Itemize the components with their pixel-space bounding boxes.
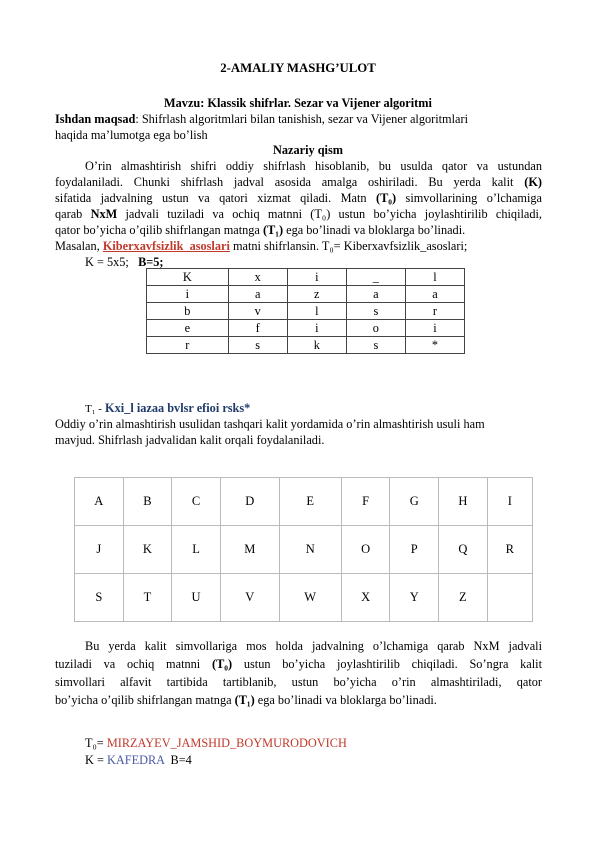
table-cell: W [279, 574, 341, 622]
t1-result-value: Kxi_l iazaa bvlsr efioi rsks* [105, 401, 251, 415]
key-size: K = 5x5; [85, 255, 129, 269]
para3-line-2-rest: ustun bo’yicha joylashtirilib chiqiladi. So’ngra kalit [243, 657, 543, 671]
table-cell: R [487, 526, 532, 574]
nxm-symbol: NxM [90, 207, 118, 221]
table-cell: e [147, 320, 229, 337]
table-cell: V [220, 574, 279, 622]
t1-symbol: (T₁) [262, 223, 284, 237]
table-cell: Y [390, 574, 439, 622]
table-cell: x [228, 269, 287, 286]
table-cell: F [341, 478, 390, 526]
task-b-value: B=4 [170, 753, 192, 767]
para2-line-2: mavjud. Shifrlash jadvalidan kalit orqali foydalaniladi. [55, 433, 325, 447]
table-row [75, 478, 533, 526]
table-cell: O [341, 526, 390, 574]
table-cell: B [123, 478, 172, 526]
table-cell: L [172, 526, 221, 574]
table-cell: Z [439, 574, 488, 622]
task-k-label: K = [85, 753, 104, 767]
task-t0-value: MIRZAYEV_JAMSHID_BOYMURODOVICH [106, 736, 347, 750]
table-cell: b [147, 303, 229, 320]
example-line [55, 239, 467, 254]
purpose-label: Ishdan maqsad [55, 112, 136, 126]
table-row [147, 286, 465, 303]
task-key-line [85, 753, 192, 768]
para1-line-1: O’rin almashtirish shifri oddiy shifrlash hisoblanib, bu usulda qator va ustundan [85, 159, 542, 173]
table-cell: s [346, 303, 405, 320]
table-cell: a [346, 286, 405, 303]
table-cell: s [346, 337, 405, 354]
table-cell: a [228, 286, 287, 303]
table-cell: s [228, 337, 287, 354]
task-t0-line [85, 736, 347, 751]
table-cell: i [405, 320, 464, 337]
table-cell [487, 574, 532, 622]
table-cell: N [279, 526, 341, 574]
table-cell: P [390, 526, 439, 574]
table-cell: A [75, 478, 124, 526]
para3-line-2-pre: tuziladi va ochiq matnni [55, 657, 201, 671]
table-cell: o [346, 320, 405, 337]
para1-line-2-text: foydalaniladi. Chunki shifrlash jadval asosida amalga oshiriladi. Bu yerda kalit [55, 175, 514, 189]
para1-line-4-rest: jadvali tuziladi va ochiq matnni (T₀) ustun bo’yicha joylashtirilib chiqiladi, [125, 207, 542, 221]
example-pre: Masalan, [55, 239, 100, 253]
table-cell: E [279, 478, 341, 526]
para2-line-1: Oddiy o’rin almashtirish usulidan tashqari kalit yordamida o’rin almashtirish usuli ham [55, 417, 485, 431]
para3-line-2 [55, 657, 542, 672]
purpose-line-2: haqida ma’lumotga ega bo’lish [55, 128, 208, 142]
table-cell: k [287, 337, 346, 354]
key-symbol: (K) [524, 175, 542, 189]
para3-line-4-rest: ega bo’linadi va bloklarga bo’linadi. [257, 693, 437, 707]
t0-symbol: (T₀) [211, 657, 233, 671]
t0-symbol: (T₀) [376, 191, 397, 205]
table-cell: i [147, 286, 229, 303]
table-cell: r [147, 337, 229, 354]
table-cell: l [287, 303, 346, 320]
para1-line-3-rest: simvollarining o’lchamiga [405, 191, 543, 205]
para1-line-5 [55, 223, 465, 238]
para1-line-4-pre: qarab [55, 207, 83, 221]
table-cell: K [147, 269, 229, 286]
table-cell: T [123, 574, 172, 622]
alphabet-table [74, 477, 533, 622]
t1-result-label: T₁ - [85, 403, 102, 415]
table-row [147, 320, 465, 337]
example-post: matni shifrlansin. T₀= Kiberxavfsizlik_asoslari; [232, 239, 468, 253]
table-cell: S [75, 574, 124, 622]
table-cell: M [220, 526, 279, 574]
block-size: B=5; [138, 255, 164, 269]
table-row [75, 526, 533, 574]
table-cell: * [405, 337, 464, 354]
table-cell: v [228, 303, 287, 320]
para1-line-5-pre: qator bo’yicha o’qilib shifrlangan matnga [55, 223, 260, 237]
para3-line-4-pre: bo’yicha o’qilib shifrlangan matnga [55, 693, 232, 707]
task-t0-label: T₀= [85, 736, 104, 750]
purpose-line-1 [55, 112, 468, 127]
table-row [147, 337, 465, 354]
example-word: Kiberxavfsizlik_asoslari [102, 239, 230, 253]
table-cell: Q [439, 526, 488, 574]
table-row [75, 574, 533, 622]
table-cell: i [287, 269, 346, 286]
para1-line-2 [55, 175, 542, 190]
topic-line: Mavzu: Klassik shifrlar. Sezar va Vijener algoritmi [164, 96, 432, 110]
t1-symbol: (T₁) [234, 693, 255, 707]
purpose-text: : Shifrlash algoritmlari bilan tanishish, sezar va Vijener algoritmlari [135, 112, 468, 126]
para1-line-5-rest: ega bo’linadi va bloklarga bo’linadi. [286, 223, 466, 237]
table-cell: z [287, 286, 346, 303]
table-cell: f [228, 320, 287, 337]
table-cell: C [172, 478, 221, 526]
table-cell: I [487, 478, 532, 526]
table-cell: D [220, 478, 279, 526]
table-cell: i [287, 320, 346, 337]
t1-result-line [85, 401, 250, 417]
theory-heading: Nazariy qism [272, 143, 344, 157]
table-cell: X [341, 574, 390, 622]
table-cell: J [75, 526, 124, 574]
table-row [147, 269, 465, 286]
table-cell: U [172, 574, 221, 622]
table-cell: K [123, 526, 172, 574]
para3-line-3: simvollari alfavit tartibida tartiblanib, ustun bo’yicha o’rin almashtiriladi, qator [55, 675, 542, 689]
para3-line-1: Bu yerda kalit simvollariga mos holda jadvalning o’lchamiga qarab NxM jadvali [85, 639, 542, 653]
table-cell: r [405, 303, 464, 320]
para1-line-3 [55, 191, 542, 206]
task-k-value: KAFEDRA [106, 753, 165, 767]
table-row [147, 303, 465, 320]
table-cell: a [405, 286, 464, 303]
table-cell: G [390, 478, 439, 526]
para3-line-4 [55, 693, 437, 708]
table-cell: _ [346, 269, 405, 286]
transposition-table [146, 268, 465, 354]
table-cell: H [439, 478, 488, 526]
page-title: 2-AMALIY MASHG’ULOT [220, 61, 376, 75]
table-cell: l [405, 269, 464, 286]
para1-line-4 [55, 207, 542, 222]
para1-line-3-text: sifatida jadvalning ustun va qatori xizmat qiladi. Matn [55, 191, 367, 205]
